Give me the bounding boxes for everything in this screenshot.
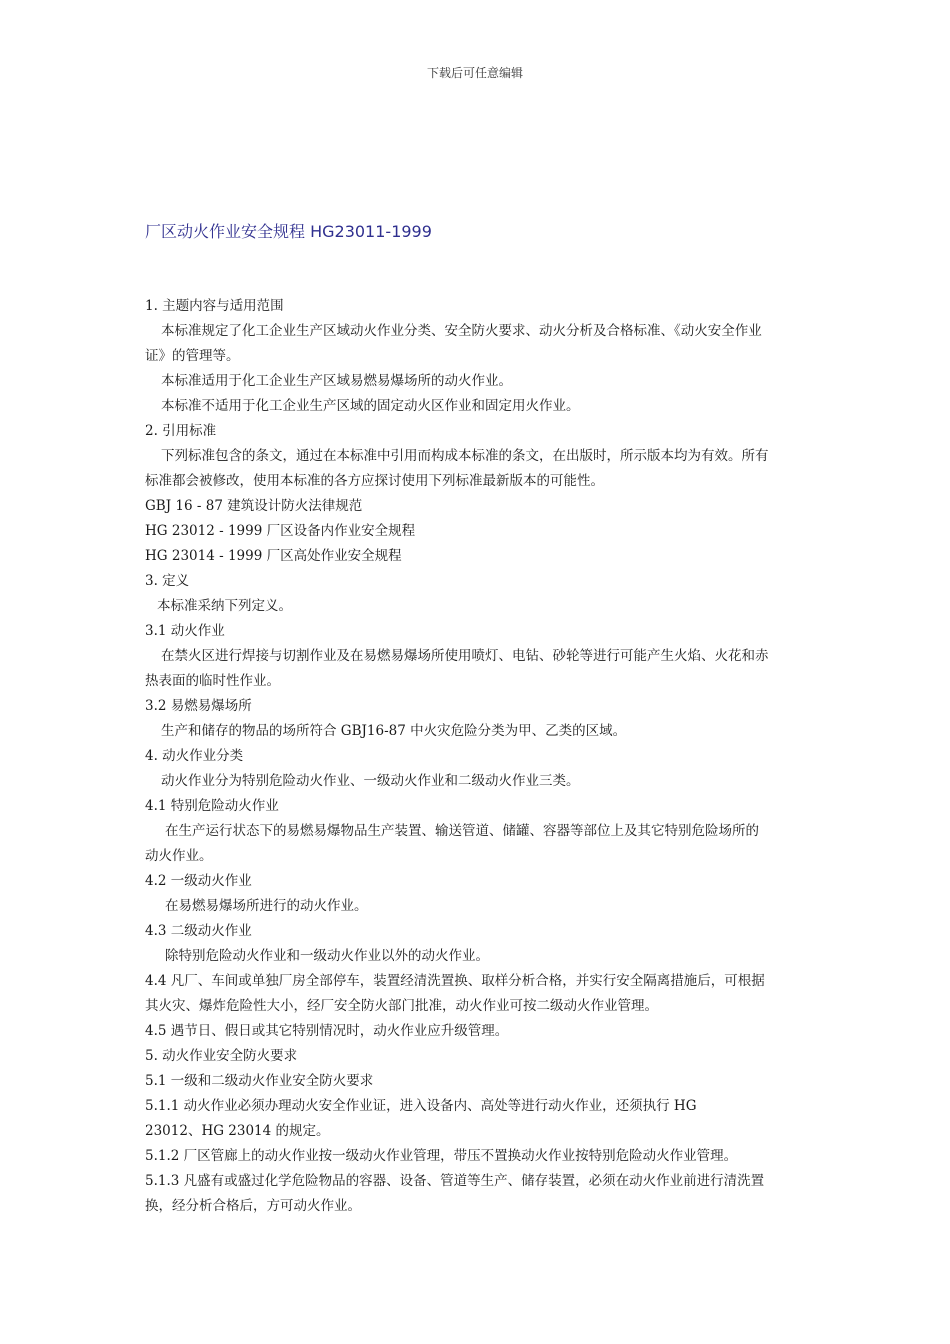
body-line: 本标准适用于化工企业生产区域易燃易爆场所的动火作业。 xyxy=(161,373,512,389)
document-body xyxy=(145,294,810,1219)
body-line: 5.1.1 动火作业必须办理动火安全作业证，进入设备内、高处等进行动火作业，还须执行 HG xyxy=(145,1098,697,1114)
body-line: 4.5 遇节日、假日或其它特别情况时，动火作业应升级管理。 xyxy=(145,1023,509,1039)
body-line: 动火作业。 xyxy=(145,848,213,864)
body-line: 在易燃易爆场所进行的动火作业。 xyxy=(165,898,368,914)
body-line: 4.2 一级动火作业 xyxy=(145,873,252,889)
body-line: 4.3 二级动火作业 xyxy=(145,923,252,939)
body-line: 标准都会被修改，使用本标准的各方应探讨使用下列标准最新版本的可能性。 xyxy=(145,473,604,489)
body-line: 4.4 凡厂、车间或单独厂房全部停车，装置经清洗置换、取样分析合格，并实行安全隔离措施后，可根据 xyxy=(145,973,765,989)
body-line: 5.1 一级和二级动火作业安全防火要求 xyxy=(145,1073,374,1089)
body-line: 证》的管理等。 xyxy=(145,348,240,364)
body-line: 除特别危险动火作业和一级动火作业以外的动火作业。 xyxy=(165,948,489,964)
body-line: 3.2 易燃易爆场所 xyxy=(145,698,252,714)
header-note: 下载后可任意编辑 xyxy=(426,66,523,80)
body-line: 5. 动火作业安全防火要求 xyxy=(145,1048,298,1064)
body-line: 5.1.2 厂区管廊上的动火作业按一级动火作业管理，带压不置换动火作业按特别危险动火作业管理。 xyxy=(145,1148,738,1164)
body-line: HG 23014 - 1999 厂区高处作业安全规程 xyxy=(145,548,402,564)
body-line: 4.1 特别危险动火作业 xyxy=(145,798,279,814)
body-line: 生产和储存的物品的场所符合 GBJ16-87 中火灾危险分类为甲、乙类的区域。 xyxy=(161,723,627,739)
body-line: 换，经分析合格后，方可动火作业。 xyxy=(145,1198,361,1214)
body-line: 在禁火区进行焊接与切割作业及在易燃易爆场所使用喷灯、电钻、砂轮等进行可能产生火焰、火花和赤 xyxy=(161,648,769,664)
body-line: 4. 动火作业分类 xyxy=(145,748,244,764)
body-line: 热表面的临时性作业。 xyxy=(145,673,280,689)
body-line: 3. 定义 xyxy=(145,573,190,589)
document-title: 厂区动火作业安全规程 HG23011-1999 xyxy=(145,222,432,241)
body-line: GBJ 16 - 87 建筑设计防火法律规范 xyxy=(145,498,363,514)
body-line: HG 23012 - 1999 厂区设备内作业安全规程 xyxy=(145,523,416,539)
body-line: 本标准采纳下列定义。 xyxy=(157,598,292,614)
body-line: 下列标准包含的条文，通过在本标准中引用而构成本标准的条文，在出版时，所示版本均为有效。所有 xyxy=(161,448,769,464)
body-line: 2. 引用标准 xyxy=(145,423,217,439)
body-line: 在生产运行状态下的易燃易爆物品生产装置、输送管道、储罐、容器等部位上及其它特别危险场所的 xyxy=(165,823,759,839)
body-line: 本标准规定了化工企业生产区域动火作业分类、安全防火要求、动火分析及合格标准、《动火安全作业 xyxy=(161,323,762,339)
body-line: 23012、HG 23014 的规定。 xyxy=(145,1123,330,1139)
body-line: 其火灾、爆炸危险性大小，经厂安全防火部门批准，动火作业可按二级动火作业管理。 xyxy=(145,998,658,1014)
body-line: 1. 主题内容与适用范围 xyxy=(145,298,284,314)
body-line: 5.1.3 凡盛有或盛过化学危险物品的容器、设备、管道等生产、储存装置，必须在动火作业前进行清洗置 xyxy=(145,1173,765,1189)
body-line: 3.1 动火作业 xyxy=(145,623,225,639)
body-line: 动火作业分为特别危险动火作业、一级动火作业和二级动火作业三类。 xyxy=(161,773,580,789)
body-line: 本标准不适用于化工企业生产区域的固定动火区作业和固定用火作业。 xyxy=(161,398,580,414)
